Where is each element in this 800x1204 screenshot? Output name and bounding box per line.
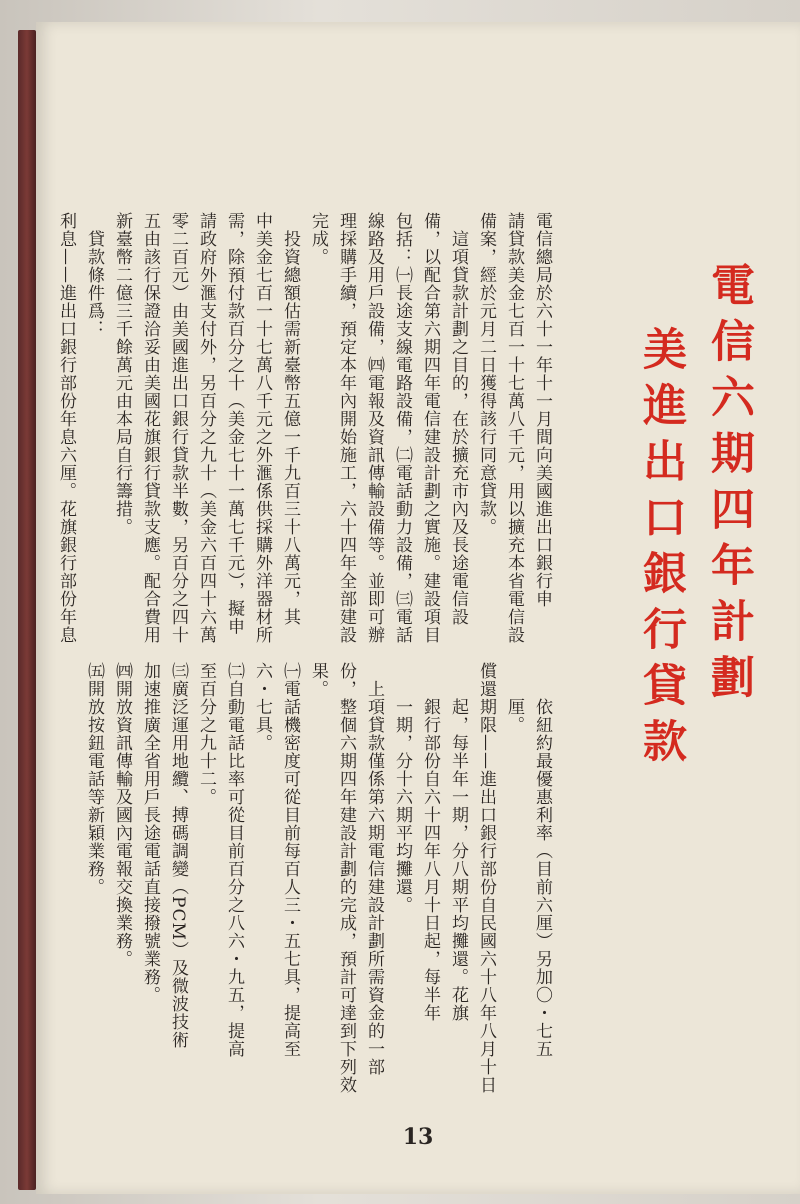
title-line-1: 電信六期四年計劃 bbox=[703, 262, 754, 710]
text-column: 厘。 bbox=[504, 662, 524, 734]
text-column: 電信總局於六十一年十一月間向美國進出口銀行申 bbox=[532, 212, 552, 608]
text-column: 請政府外滙支付外，另百分之九十（美金六百四十六萬 bbox=[196, 212, 216, 644]
text-column: 五由該行保證洽妥由美國花旗銀行貸款支應。配合費用 bbox=[140, 212, 160, 644]
text-column: 投資總額估需新臺幣五億一千九百三十八萬元，其 bbox=[280, 212, 300, 626]
text-column: 依紐約最優惠利率（目前六厘）另加〇・七五 bbox=[532, 662, 552, 1058]
text-column: 一期，分十六期平均攤還。 bbox=[392, 662, 412, 914]
title-line-2: 美進出口銀行貸款 bbox=[635, 326, 686, 774]
text-column: 需，除預付款百分之十（美金七十一萬七千元），擬申 bbox=[224, 212, 244, 636]
text-column: 利息——進出口銀行部份年息六厘。花旗銀行部份年息 bbox=[56, 212, 76, 644]
text-column: 加速推廣全省用戶長途電話直接撥號業務。 bbox=[140, 662, 160, 1004]
text-column: 上項貸款僅係第六期電信建設計劃所需資金的一部 bbox=[364, 662, 384, 1076]
text-column: 貸款條件爲： bbox=[84, 212, 104, 338]
text-column: 零二百元）由美國進出口銀行貸款半數，另百分之四十 bbox=[168, 212, 188, 644]
text-column: ㈢廣泛運用地纜、搏碼調變（PCM）及微波技術 bbox=[168, 662, 188, 1049]
page-number: 13 bbox=[402, 1124, 434, 1150]
text-column: 這項貸款計劃之目的，在於擴充市內及長途電信設 bbox=[448, 212, 468, 626]
text-column: ㈠電話機密度可從目前每百人三・五七具，提高至 bbox=[280, 662, 300, 1058]
text-column: 備，以配合第六期四年電信建設計劃之實施。建設項目 bbox=[420, 212, 440, 644]
text-column: 中美金七百一十七萬八千元之外滙係供採購外洋器材所 bbox=[252, 212, 272, 644]
text-column: ㈣開放資訊傳輸及國內電報交換業務。 bbox=[112, 662, 132, 968]
text-column: 果。 bbox=[308, 662, 328, 698]
text-column: 至百分之九十二。 bbox=[196, 662, 216, 806]
text-column: 包括：㈠長途支線電路設備，㈡電話動力設備，㈢電話 bbox=[392, 212, 412, 644]
text-column: 備案，經於元月二日獲得該行同意貸款。 bbox=[476, 212, 496, 536]
text-column: 線路及用戶設備，㈣電報及資訊傳輸設備等。並即可辦 bbox=[364, 212, 384, 644]
text-column: 份，整個六期四年建設計劃的完成，預計可達到下列效 bbox=[336, 662, 356, 1094]
text-column: 新臺幣二億三千餘萬元由本局自行籌措。 bbox=[112, 212, 132, 536]
text-column: 完成。 bbox=[308, 212, 328, 266]
text-column: ㈡自動電話比率可從目前百分之八六・九五，提高 bbox=[224, 662, 244, 1058]
book-spine bbox=[18, 30, 36, 1190]
text-column: 六・七具。 bbox=[252, 662, 272, 752]
text-column: 請貸款美金七百一十七萬八千元，用以擴充本省電信設 bbox=[504, 212, 524, 644]
text-column: 銀行部份自六十四年八月十日起，每半年 bbox=[420, 662, 440, 1022]
text-column: 起，每半年一期，分八期平均攤還。花旗 bbox=[448, 662, 468, 1022]
text-column: 償還期限——進出口銀行部份自民國六十八年八月十日 bbox=[476, 662, 496, 1094]
text-column: ㈤開放按鈕電話等新穎業務。 bbox=[84, 662, 104, 896]
text-column: 理採購手續，預定本年內開始施工，六十四年全部建設 bbox=[336, 212, 356, 644]
book-page bbox=[36, 22, 800, 1194]
